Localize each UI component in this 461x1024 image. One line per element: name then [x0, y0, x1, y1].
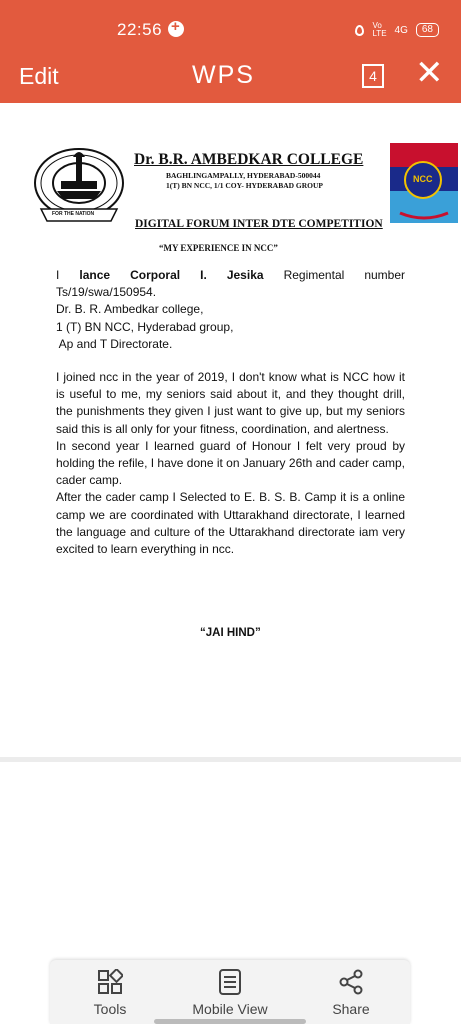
paragraph-3: After the cader camp I Selected to E. B. S. B. Camp it is a online camp we are coordinated with Uttarakhand directorate, I learned the language and culture of the Uttarakhand directorate iam very excited to learn everything in ncc. [56, 490, 405, 557]
tools-button[interactable] [72, 968, 148, 1017]
competition-title: DIGITAL FORUM INTER DTE COMPETITION [135, 218, 383, 230]
close-icon[interactable]: ✕ [415, 54, 444, 92]
mobile-view-label: Mobile View [192, 1001, 268, 1017]
status-time: 22:56 [117, 20, 163, 39]
status-bar [0, 0, 461, 48]
tools-label: Tools [93, 1001, 127, 1017]
data-saver-icon [355, 25, 364, 36]
app-toolbar [0, 48, 461, 103]
share-button[interactable] [316, 968, 386, 1017]
bottom-action-bar [50, 960, 410, 1024]
status-icons [355, 22, 439, 38]
emblem-motto: FOR THE NATION [52, 211, 95, 217]
cadet-name: lance Corporal I. Jesika [79, 268, 264, 282]
document-page [0, 103, 461, 757]
essay-topic: “MY EXPERIENCE IN NCC” [159, 243, 278, 253]
page-count-button[interactable]: 4 [362, 64, 384, 88]
mobile-view-icon [217, 968, 243, 996]
college-address: BAGHLINGAMPALLY, HYDERABAD-500044 [166, 171, 321, 180]
volte-icon: Vo LTE [372, 21, 387, 38]
share-icon [338, 969, 364, 995]
intro-line-4: Ap and T Directorate. [56, 336, 173, 351]
home-indicator[interactable] [154, 1019, 306, 1024]
closing-slogan: “JAI HIND” [200, 627, 261, 639]
signal-icon: 4G [394, 24, 408, 36]
intro-line-3: 1 (T) BN NCC, Hyderabad group, [56, 319, 234, 334]
tools-icon [97, 969, 123, 995]
mobile-view-button[interactable] [184, 968, 276, 1017]
intro-line-2: Dr. B. R. Ambedkar college, [56, 302, 204, 317]
battery-icon: 68 [416, 23, 439, 37]
ncc-flag-label: NCC [413, 174, 433, 184]
essay-body [56, 369, 405, 558]
intro-block [56, 267, 405, 353]
app-notification-icon [168, 21, 184, 37]
regimental-number: Regimental number Ts/19/swa/150954. [56, 268, 406, 300]
college-unit: 1(T) BN NCC, 1/1 COY- HYDERABAD GROUP [166, 181, 324, 190]
page-separator [0, 757, 461, 762]
edit-button[interactable]: Edit [19, 63, 59, 89]
paragraph-1: I joined ncc in the year of 2019, I don't know what is NCC how it is useful to me, my seniors said about it, and they thought drill, the punishments they given I just want to give up, but my seniors said this is all only for your fitness, coordination, and alertness. [56, 370, 405, 436]
paragraph-2: In second year I learned guard of Honour I felt very proud by holding the refile, I have done it on January 26th and cader camp, cader camp. [56, 438, 405, 488]
share-label: Share [332, 1001, 370, 1017]
intro-line-1 [56, 267, 405, 301]
college-name: Dr. B.R. AMBEDKAR COLLEGE [134, 151, 364, 168]
wps-logo: WPS [192, 61, 255, 89]
intro-lead: I [56, 268, 80, 282]
